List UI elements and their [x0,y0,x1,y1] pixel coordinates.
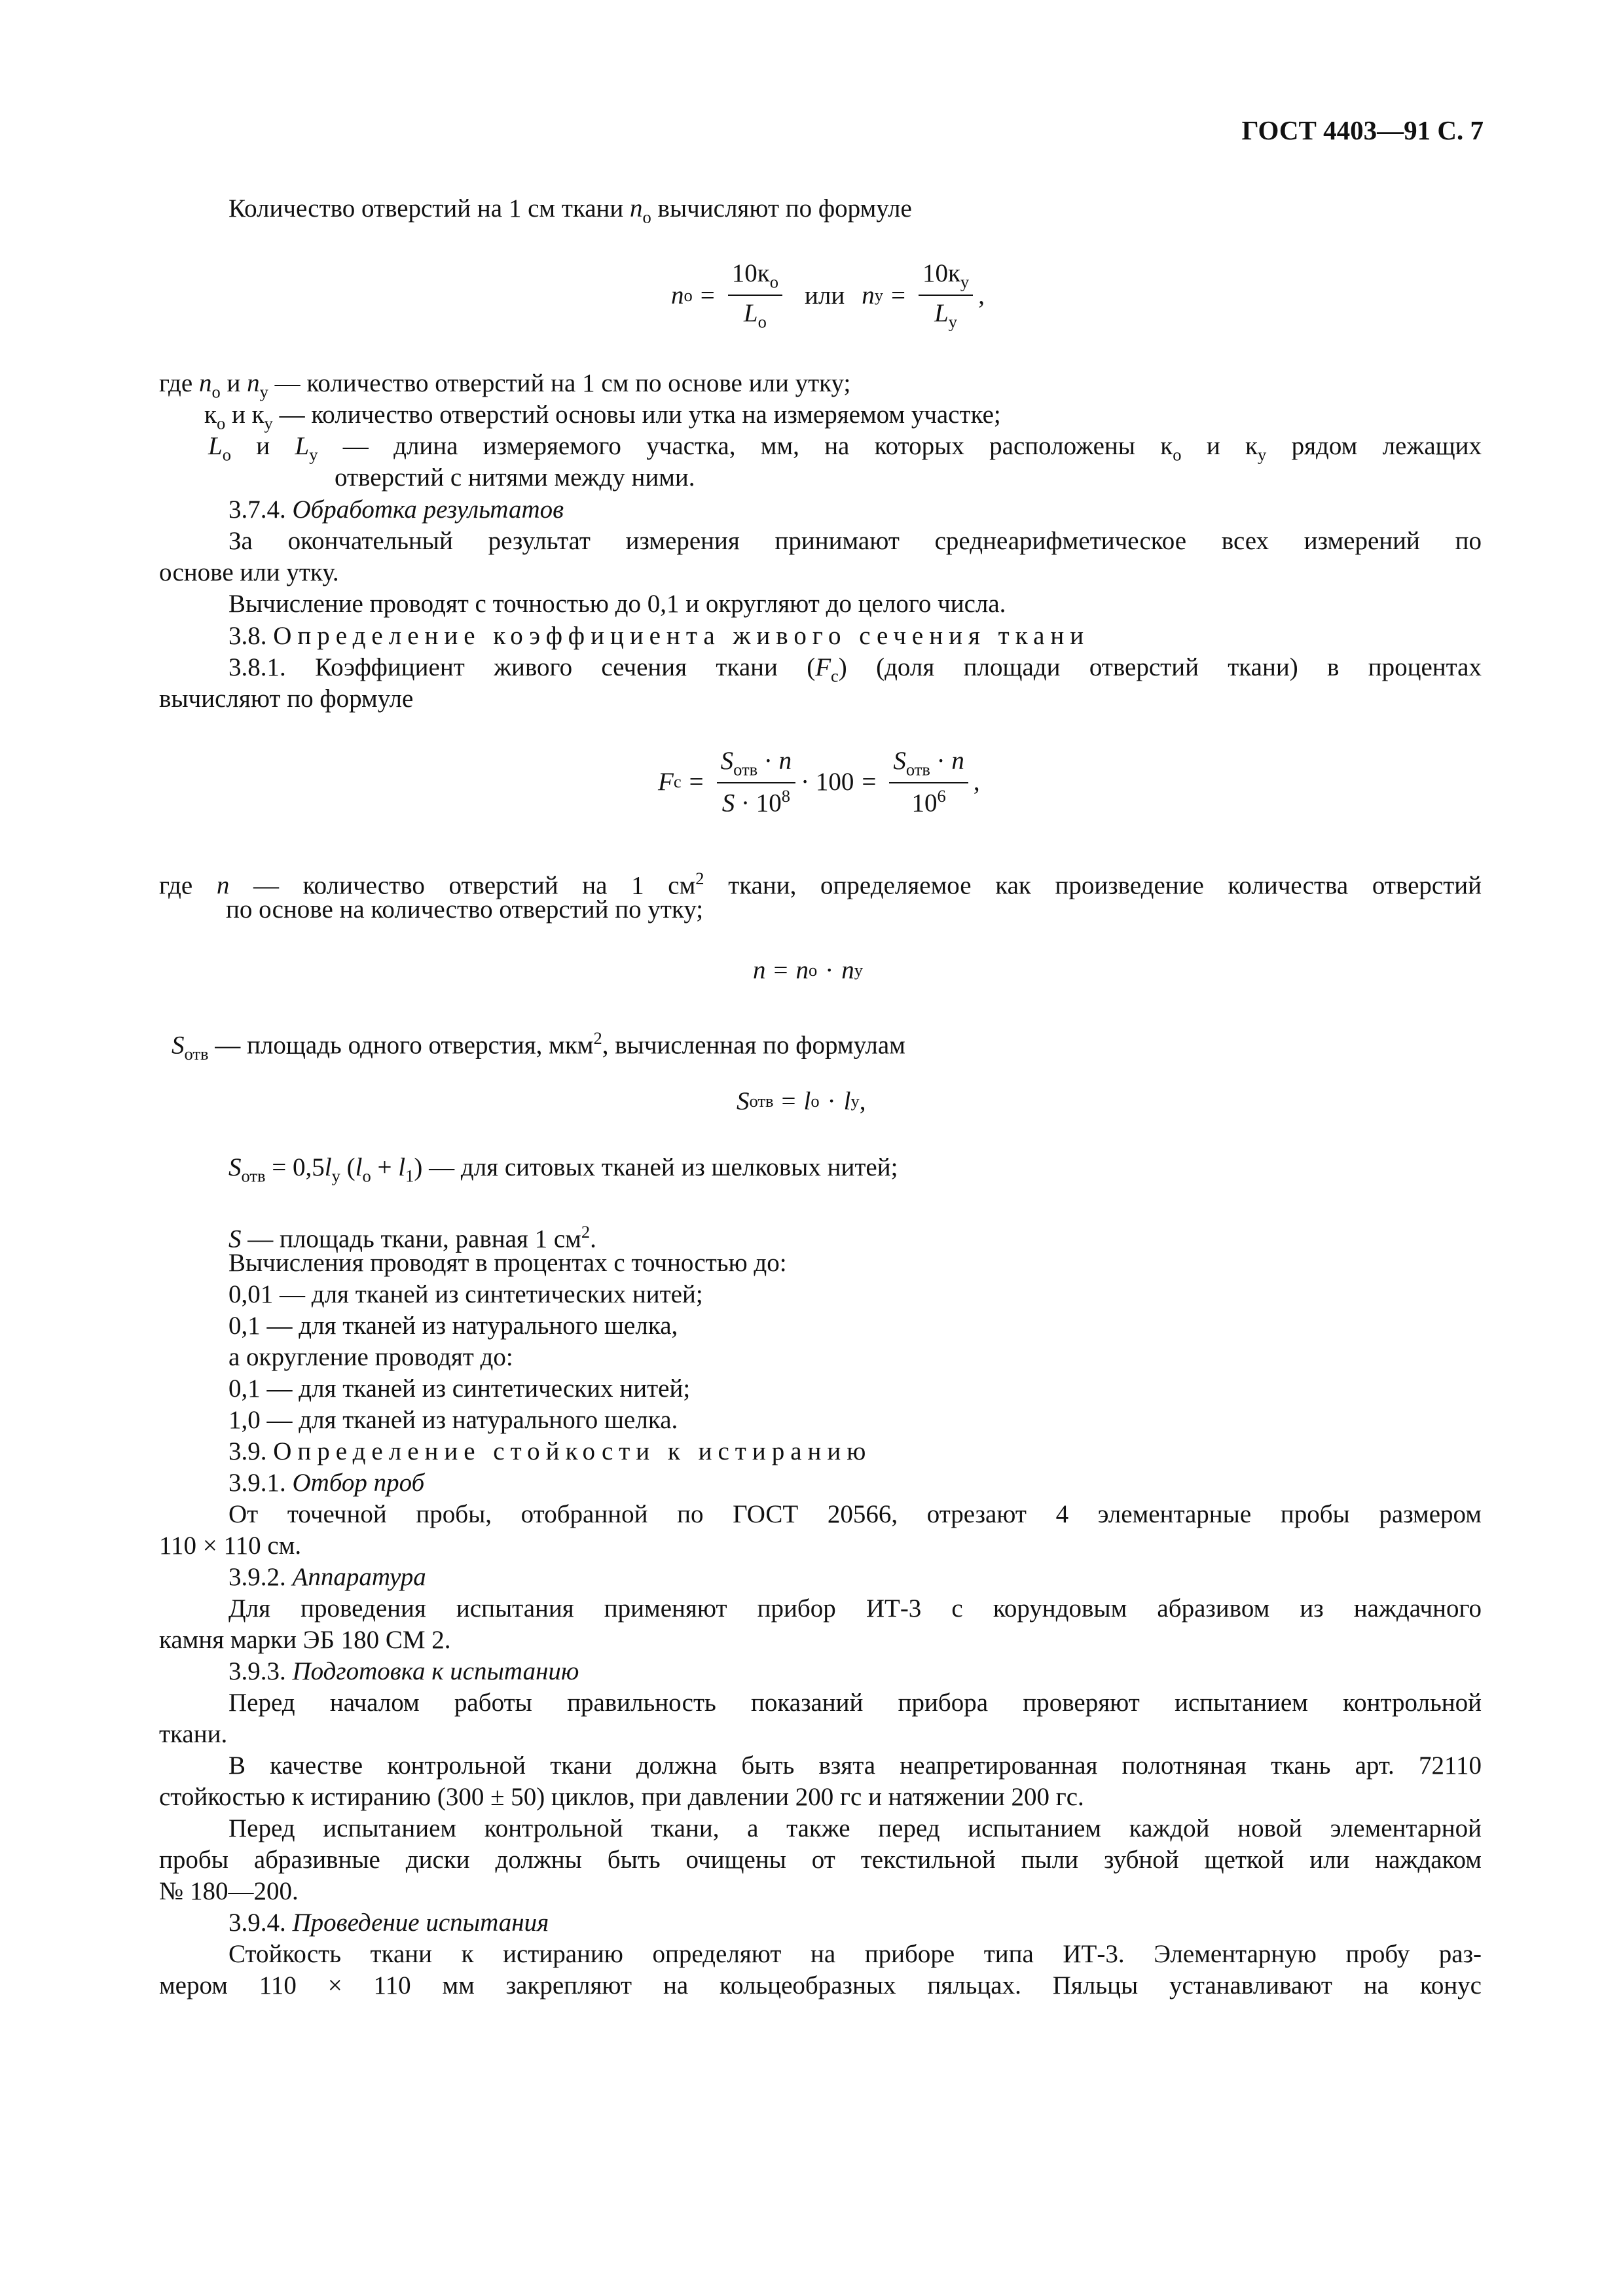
section-3-9-2: 3.9.2. Аппаратура [228,1563,426,1591]
paragraph-3-8-1-a: 3.8.1. Коэффициент живого сечения ткани $(F_с)$ (доля площади отверстий ткани) в процентах [228,653,1482,686]
paragraph-3-9-4-b: мером 110 × 110 мм закрепляют на кольцеобразных пяльцах. Пяльцы устанавливают на конус [159,1971,1482,2000]
paragraph-3-9-2-a: Для проведения испытания применяют прибор ИТ-3 с корундовым абразивом из наждачного [228,1594,1482,1623]
list-line-2: 0,01 — для тканей из синтетических нитей; [228,1280,703,1308]
list-line-1: Вычисления проводят в процентах с точностью до: [228,1249,787,1277]
page-header: ГОСТ 4403—91 С. 7 [1241,115,1484,145]
paragraph-3-9-1-b: 110 × 110 см. [159,1532,302,1560]
section-3-9: 3.9. Определение стойкости к истиранию [228,1437,872,1465]
where-n: где $n_о$ и $n_у$ — количество отверстий на 1 см по основе или утку; [159,369,851,402]
where-n-total-cont: по основе на количество отверстий по утку; [226,895,704,924]
section-3-9-4: 3.9.4. Проведение испытания [228,1909,549,1937]
paragraph-3-9-1-a: От точечной пробы, отобранной по ГОСТ 20566, отрезают 4 элементарные пробы размером [228,1500,1482,1528]
where-s-otv: $S_{отв}$ — площадь одного отверстия, мкм$^2$, вычисленная по формулам [172,1028,905,1064]
paragraph-3-9-3-b: ткани. [159,1720,228,1748]
where-n-total: где n — количество отверстий на 1 $см^2$ ткани, определяемое как произведение количества отверстий [159,869,1482,900]
paragraph-3-8-1-b: вычисляют по формуле [159,685,414,713]
section-3-9-1: 3.9.1. Отбор проб [228,1469,425,1497]
paragraph-3-9-2-b: камня марки ЭБ 180 СМ 2. [159,1626,451,1654]
list-line-6: 1,0 — для тканей из натурального шелка. [228,1406,678,1434]
paragraph-3-7-4-c: Вычисление проводят с точностью до 0,1 и округляют до целого числа. [228,590,1006,618]
where-s: S — площадь ткани, равная 1 $см^2$. [228,1222,596,1253]
paragraph-3-9-3-d: стойкостью к истиранию (300 ± 50) циклов, при давлении 200 гс и натяжении 200 гс. [159,1783,1084,1811]
section-3-8: 3.8. Определение коэффициента живого сечения ткани [228,622,1090,650]
paragraph-holes-count: Количество отверстий на 1 см ткани $n_о$ вычисляют по формуле [228,194,912,227]
list-line-4: а округление проводят до: [228,1343,513,1371]
formula-n-product: n = n о · n у [753,956,864,984]
paragraph-3-9-3-f: пробы абразивные диски должны быть очищены от текстильной пыли зубной щеткой или наждаком [159,1846,1482,1874]
paragraph-3-9-3-a: Перед началом работы правильность показаний прибора проверяют испытанием контрольной [228,1689,1482,1717]
paragraph-3-7-4-a: За окончательный результат измерения принимают среднеарифметическое всех измерений по [228,527,1482,555]
where-L-cont: отверстий с нитями между ними. [335,463,695,492]
section-3-9-3: 3.9.3. Подготовка к испытанию [228,1657,579,1685]
paragraph-3-7-4-b: основе или утку. [159,558,339,586]
formula-holes-per-cm: n о = $\frac{10к_о}{L_о}$ или n у = $\frac{10к_у}{L_у}$ , [671,259,985,332]
section-3-7-4: 3.7.4. Обработка результатов [228,495,564,524]
paragraph-3-9-3-g: № 180—200. [159,1877,299,1905]
formula-s-otv-1: S отв = l о · l у , [737,1087,866,1115]
formula-s-otv-2: $S_{отв} = 0,5l_у$ $(l_о + l_1)$ — для ситовых тканей из шелковых нитей; [228,1153,898,1186]
where-k: $к_о$ и $к_у$ — количество отверстий основы или утка на измеряемом участке; [204,401,1001,433]
where-L: $L_о$ и $L_у$ — длина измеряемого участка, мм, на которых расположены $к_о$ и $к_у$ рядом лежащих [208,432,1482,465]
list-line-3: 0,1 — для тканей из натурального шелка, [228,1312,678,1340]
paragraph-3-9-4-a: Стойкость ткани к истиранию определяют на приборе типа ИТ-3. Элементарную пробу раз- [228,1940,1482,1968]
paragraph-3-9-3-e: Перед испытанием контрольной ткани, а также перед испытанием каждой новой элементарной [228,1814,1482,1842]
formula-live-section: F с = $\frac{S_{отв} \cdot n}{S \cdot 10^8}$ · 100 = $\frac{S_{отв} \cdot n}{10^6}$ , [658,747,980,817]
list-line-5: 0,1 — для тканей из синтетических нитей; [228,1374,691,1403]
paragraph-3-9-3-c: В качестве контрольной ткани должна быть взята неапретированная полотняная ткань арт. 72110 [228,1751,1482,1780]
